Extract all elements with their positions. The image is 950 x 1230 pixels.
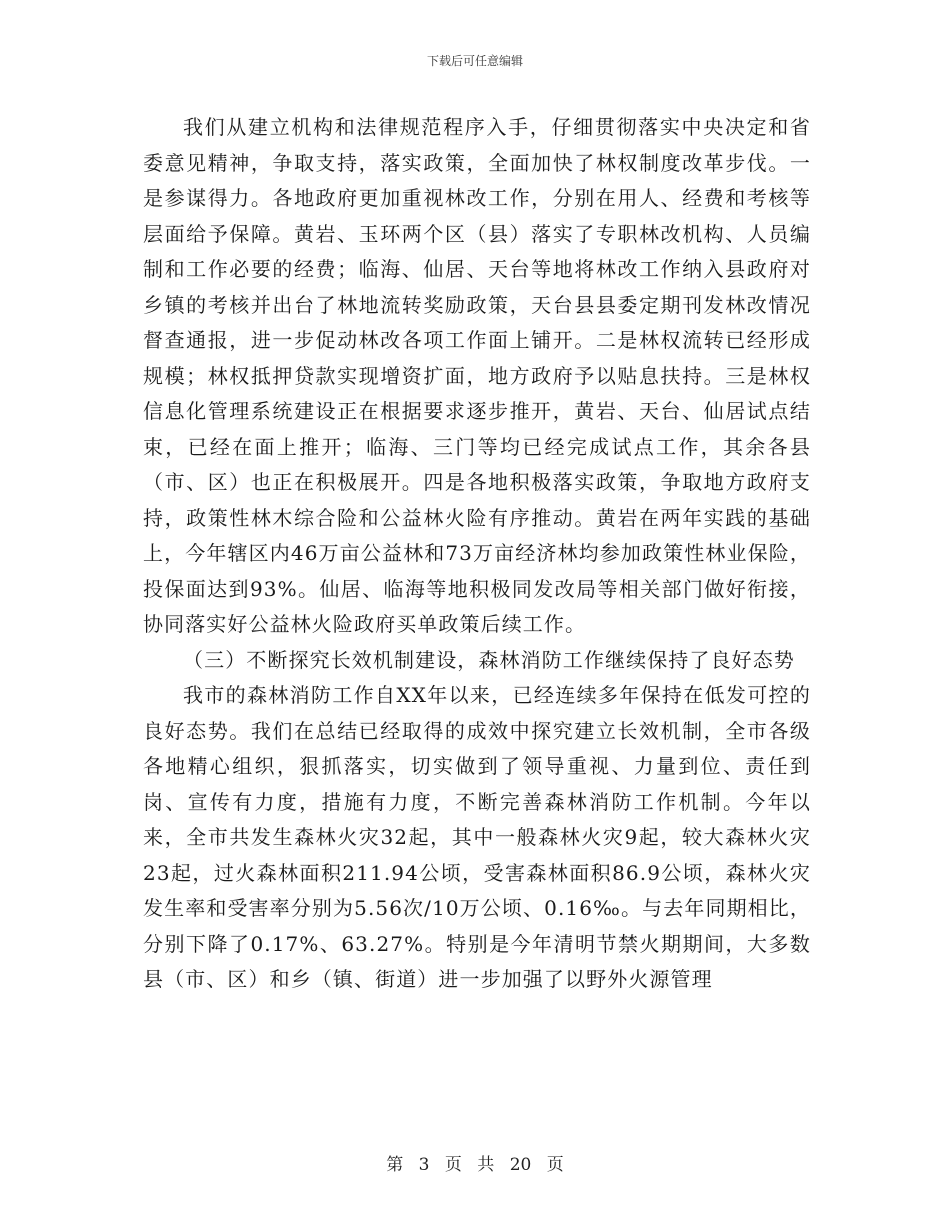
footer-current-page: 3 [418, 1155, 430, 1175]
page-number-footer [0, 1150, 950, 1175]
section-heading-fire-prevention: （三）不断探究长效机制建设，森林消防工作继续保持了良好态势 [183, 647, 795, 672]
header-note: 下载后可任意编辑 [426, 54, 523, 68]
footer-di: 第 [386, 1155, 404, 1175]
document-body [143, 110, 811, 998]
footer-total-pages: 20 [509, 1155, 532, 1175]
footer-ye-end: 页 [546, 1155, 564, 1175]
paragraph-forest-rights-reform: 我们从建立机构和法律规范程序入手，仔细贯彻落实中央决定和省委意见精神，争取支持，落实政策，全面加快了林权制度改革步伐。一是参谋得力。各地政府更加重视林改工作，分别在用人、经费和考核等层面给予保障。黄岩、玉环两个区（县）落实了专职林改机构、人员编制和工作必要的经费；临海、仙居、天台等地将林改工作纳入县政府对乡镇的考核并出台了林地流转奖励政策，天台县县委定期刊发林改情况督查通报，进一步促动林改各项工作面上铺开。二是林权流转已经形成规模；林权抵押贷款实现增资扩面，地方政府予以贴息扶持。三是林权信息化管理系统建设正在根据要求逐步推开，黄岩、天台、仙居试点结束，已经在面上推开；临海、三门等均已经完成试点工作，其余各县（市、区）也正在积极展开。四是各地积极落实政策，争取地方政府支持，政策性林木综合险和公益林火险有序推动。黄岩在两年实践的基础上，今年辖区内46万亩公益林和73万亩经济林均参加政策性林业保险，投保面达到93%。仙居、临海等地积极同发改局等相关部门做好衔接，协同落实好公益林火险政府买单政策后续工作。 [143, 115, 811, 636]
footer-ye: 页 [444, 1155, 462, 1175]
footer-gong: 共 [477, 1155, 495, 1175]
paragraph-fire-prevention: 我市的森林消防工作自XX年以来，已经连续多年保持在低发可控的良好态势。我们在总结已经取得的成效中探究建立长效机制，全市各级各地精心组织，狠抓落实，切实做到了领导重视、力量到位、责任到岗、宣传有力度，措施有力度，不断完善森林消防工作机制。今年以来，全市共发生森林火灾32起，其中一般森林火灾9起，较大森林火灾23起，过火森林面积211.94公顷，受害森林面积86.9公顷，森林火灾发生率和受害率分别为5.56次/10万公顷、0.16‰。与去年同期相比，分别下降了0.17%、63.27%。特别是今年清明节禁火期期间，大多数县（市、区）和乡（镇、街道）进一步加强了以野外火源管理 [143, 683, 811, 991]
